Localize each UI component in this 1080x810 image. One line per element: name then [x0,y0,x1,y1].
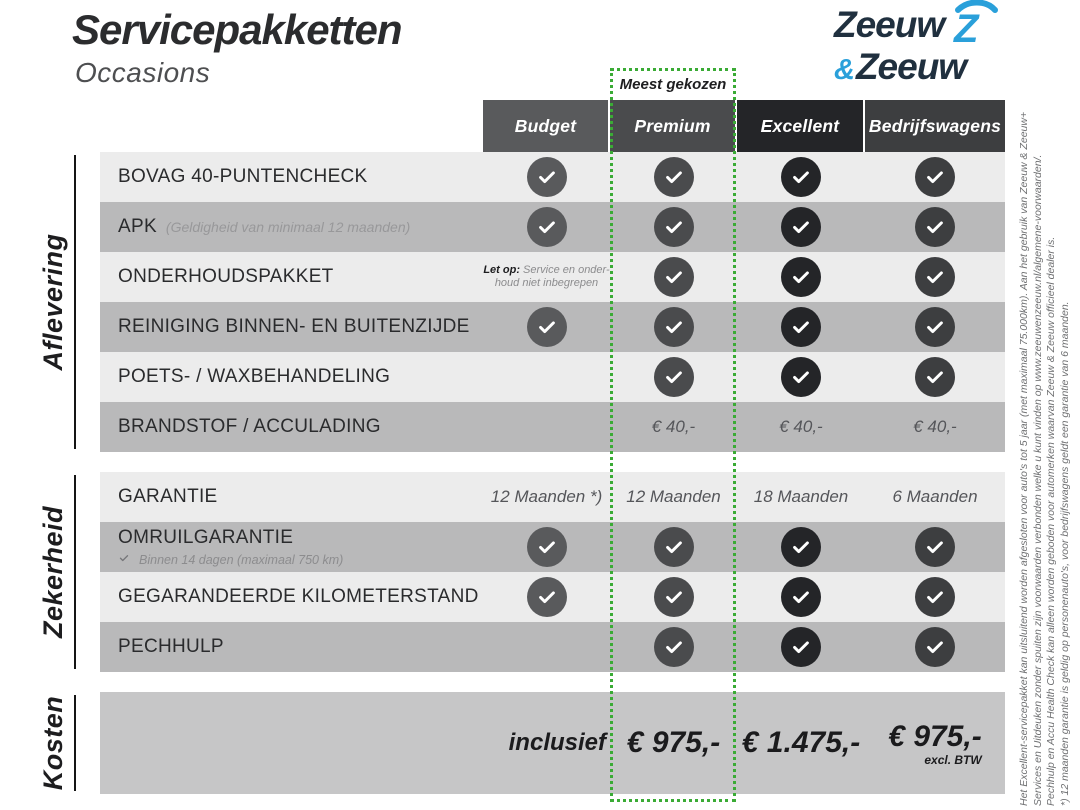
table-row [100,352,1005,402]
check-icon [915,357,955,397]
logo-word-1: Zeeuw [834,4,945,45]
check-icon [527,207,567,247]
budget-note-bold: Let op: [483,264,524,276]
row-label: GEGARANDEERDE KILOMETERSTAND [118,586,479,607]
check-icon [654,527,694,567]
cell-premium [610,692,737,794]
cell-excellent [737,572,865,622]
check-icon [915,207,955,247]
row-label: BOVAG 40-PUNTENCHECK [118,166,368,187]
footnote-line-3: Pechhulp en Accu Health Check kan alleen worden geboden voor automerken waarvan Zeeuw & Zeeuw officieel dealer is. [1045,236,1057,806]
row-label: BRANDSTOF / ACCULADING [118,416,381,437]
check-icon [915,257,955,297]
cell-premium [610,572,737,622]
section-kosten [100,692,1005,794]
table-row [100,202,1005,252]
row-label-cell [100,572,483,622]
table-row [100,522,1005,572]
price [742,726,860,760]
included-label: inclusief [508,729,606,756]
row-label-line [118,216,483,238]
cell-premium [610,252,737,302]
cell-budget [483,152,610,202]
row-label: APK [118,216,157,237]
price [627,726,720,760]
check-icon [654,257,694,297]
check-icon [654,307,694,347]
cell-bedrijfswagens [865,622,1005,672]
cell-premium [610,202,737,252]
column-header-bedrijfswagens: Bedrijfswagens [865,100,1005,152]
budget-note [483,264,609,290]
table-row [100,252,1005,302]
row-label-note: (Geldigheid van minimaal 12 maanden) [165,219,411,235]
table-row [100,572,1005,622]
check-icon [654,207,694,247]
check-icon [915,527,955,567]
check-icon [527,577,567,617]
check-icon [915,307,955,347]
page-subtitle: Occasions [75,57,211,88]
cell-value: 12 Maanden *) [490,487,603,506]
cell-budget [483,472,610,522]
row-label: REINIGING BINNEN- EN BUITENZIJDE [118,316,470,337]
costs-row [100,692,1005,794]
cell-excellent [737,352,865,402]
cell-excellent [737,252,865,302]
footnotes [1018,111,1072,806]
check-icon [527,307,567,347]
section-rail [74,155,76,449]
check-icon [527,157,567,197]
row-sub-note [118,552,483,567]
check-icon [781,627,821,667]
row-label-cell [100,402,483,452]
row-label-cell [100,352,483,402]
row-label-line [118,527,483,549]
logo-z-swoosh-icon [946,0,998,50]
check-icon [781,527,821,567]
cell-bedrijfswagens [865,572,1005,622]
row-label-cell [100,622,483,672]
check-icon [781,157,821,197]
cell-bedrijfswagens [865,352,1005,402]
table-row [100,152,1005,202]
cell-bedrijfswagens [865,692,1005,794]
cell-bedrijfswagens [865,522,1005,572]
row-label: PECHHULP [118,636,224,657]
cell-excellent [737,302,865,352]
logo-line-1 [834,6,998,50]
row-label-line [118,486,483,508]
price-value: € 1.475,- [741,726,861,759]
footnote-line-2: Services en Uitdeuken zonder spuiten zijn voorwaarden verbonden welke u kunt vinden op www.zeeuwenzeeuw.nl/algemene-voorwaarden/. [1031,154,1044,806]
cell-excellent [737,622,865,672]
cell-bedrijfswagens [865,302,1005,352]
cell-premium [610,152,737,202]
cell-budget [483,572,610,622]
cell-value: € 40,- [913,417,957,436]
table-row [100,302,1005,352]
row-label-cell [100,152,483,202]
cell-premium [610,472,737,522]
cell-excellent [737,202,865,252]
row-label-cell [100,472,483,522]
row-label-line [118,166,483,188]
check-icon [781,307,821,347]
cell-budget [483,522,610,572]
budget-note-text: houd niet inbegrepen [494,277,599,289]
check-icon [527,527,567,567]
row-label-cell [100,252,483,302]
small-check-icon [118,552,130,567]
row-label-cell [100,202,483,252]
cell-excellent [737,472,865,522]
price [888,720,981,767]
row-label: ONDERHOUDSPAKKET [118,266,334,287]
cell-excellent [737,692,865,794]
row-label-cell [100,522,483,572]
section-zekerheid [100,472,1005,672]
table-row [100,402,1005,452]
row-label-line [118,366,483,388]
section-label: Kosten [38,695,68,791]
cell-premium [610,302,737,352]
cell-excellent [737,522,865,572]
check-icon [654,157,694,197]
cell-budget [483,252,610,302]
check-icon [781,257,821,297]
budget-note-text: Service en onder- [523,264,610,276]
cell-bedrijfswagens [865,202,1005,252]
row-label-line [118,636,483,658]
cell-value: 12 Maanden [626,487,721,506]
cell-value: 18 Maanden [753,487,849,506]
cell-premium [610,402,737,452]
price-note: excl. BTW [924,752,982,767]
footnote-line-4: *) 12 maanden garantie is geldig op personenauto's, voor bedrijfswagens geldt een garantie van 6 maanden. [1058,301,1071,806]
table-sections [100,152,1005,794]
cell-budget [483,302,610,352]
package-comparison-table [100,100,1005,794]
row-sub-note-text: Binnen 14 dagen (maximaal 750 km) [139,552,344,567]
logo-line-2 [834,48,998,85]
table-row [100,472,1005,522]
row-label-line [118,266,483,288]
page-title: Servicepakketten [72,6,402,53]
section-label: Aflevering [38,233,68,371]
logo-ampersand: & [834,54,855,86]
cell-premium [610,622,737,672]
footnote-line-1: Het Excellent-servicepakket kan uitsluitend worden afgesloten voor auto's tot 5 jaar (met maximaal 75.000km). Aan het gebruik van Zeeuw & Zeeuw+ [1018,111,1030,806]
column-header-premium: Premium [610,100,735,152]
cell-bedrijfswagens [865,402,1005,452]
costs-spacer [100,692,483,794]
cell-bedrijfswagens [865,472,1005,522]
cell-value: € 40,- [779,417,823,436]
row-label: OMRUILGARANTIE [118,527,294,548]
row-label-line [118,416,483,438]
check-icon [781,207,821,247]
check-icon [915,627,955,667]
cell-excellent [737,402,865,452]
cell-premium [610,522,737,572]
check-icon [915,577,955,617]
check-icon [915,157,955,197]
cell-budget [483,202,610,252]
section-aflevering [100,152,1005,452]
cell-budget [483,402,610,452]
cell-premium [610,352,737,402]
cell-value: 6 Maanden [892,487,978,506]
section-label: Zekerheid [38,505,68,639]
row-label-line [118,586,483,608]
section-rail [74,695,76,791]
price-value: € 975,- [888,719,982,753]
column-header-budget: Budget [483,100,608,152]
column-header-excellent: Excellent [737,100,863,152]
check-icon [654,357,694,397]
row-label-cell [100,302,483,352]
svg-text:Z: Z [954,7,979,46]
check-icon [781,577,821,617]
cell-value: € 40,- [651,417,696,436]
zeeuw-en-zeeuw-logo [834,6,998,85]
table-row [100,622,1005,672]
section-rail [74,475,76,669]
cell-excellent [737,152,865,202]
cell-budget [483,622,610,672]
cell-bedrijfswagens [865,152,1005,202]
row-label: GARANTIE [118,486,218,507]
check-icon [654,577,694,617]
check-icon [654,627,694,667]
check-icon [781,357,821,397]
column-headers [483,100,1005,152]
cell-budget [483,352,610,402]
row-label: POETS- / WAXBEHANDELING [118,366,391,387]
most-chosen-label: Meest gekozen [619,76,727,93]
cell-bedrijfswagens [865,252,1005,302]
row-label-line [118,316,483,338]
logo-word-2: Zeeuw [855,46,967,87]
cell-budget [483,692,610,794]
price-value: € 975,- [626,726,721,759]
